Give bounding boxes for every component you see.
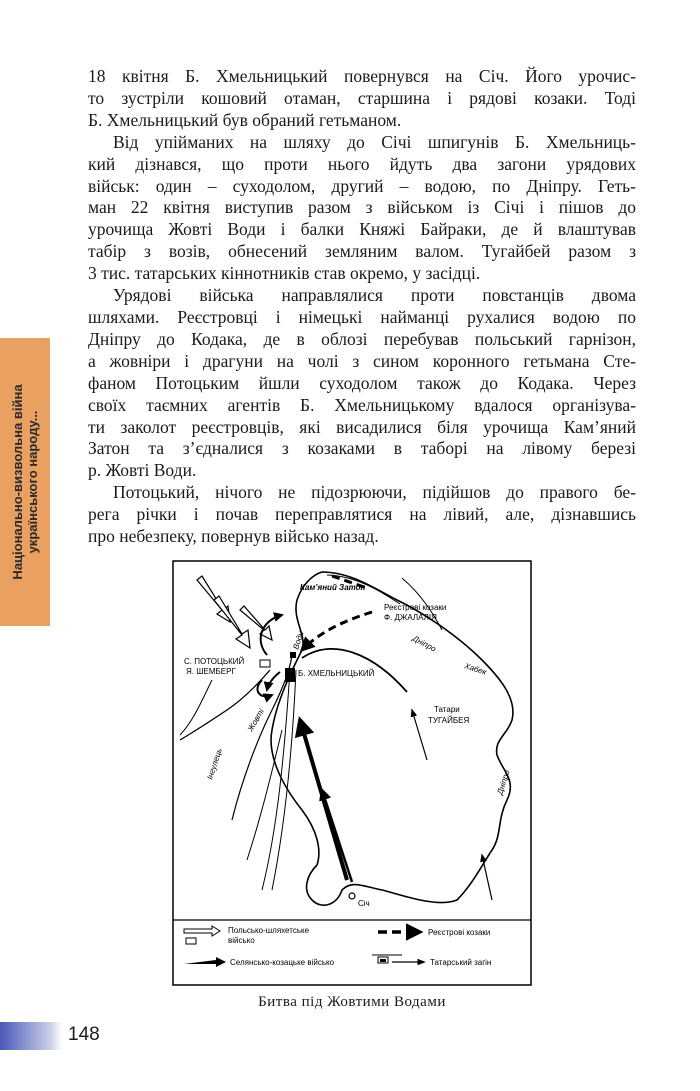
page-number: 148	[68, 1024, 100, 1045]
battle-map	[172, 560, 532, 986]
map-caption: Битва під Жовтими Водами	[258, 994, 446, 1010]
text-line: Затон та з’єдналися з козаками в таборі на лівому березі	[88, 438, 636, 459]
text-line: Потоцький, нічого не підозрюючи, підійшов до правого бе-	[113, 482, 636, 503]
text-line: фаном Потоцьким йшли суходолом також до Кодака. Через	[88, 372, 636, 393]
legend-polish-army-2: військо	[228, 936, 255, 945]
text-line: а жовніри і драгуни на чолі з сином коронного гетьмана Сте-	[88, 350, 636, 371]
text-line: військ: один – суходолом, другий – водою, по Дніпру. Геть-	[88, 175, 636, 196]
label-inhulets: Інгулець	[205, 747, 224, 781]
label-sich: Січ	[358, 899, 370, 908]
label-khmelnytsky: Б. ХМЕЛЬНИЦЬКИЙ	[298, 669, 375, 678]
legend-tatar-detachment: Татарський загін	[430, 958, 492, 967]
text-line: своїх таємних агентів Б. Хмельницькому вдалося організува-	[88, 394, 636, 415]
paragraph-3	[88, 285, 636, 482]
map-frame	[173, 561, 531, 985]
text-line: Б. Хмельницький був обраний гетьманом.	[88, 109, 402, 130]
text-line: 3 тис. татарських кіннотників став окремо, у засідці.	[88, 263, 481, 284]
label-registered-cossacks: Реєстрові козаки	[384, 603, 447, 612]
body-text	[88, 66, 636, 548]
label-vody: Води	[291, 630, 306, 651]
text-line: 18 квітня Б. Хмельницький повернувся на Січ. Його урочис-	[88, 66, 636, 86]
label-kamyanyi-zaton: Кам’яний Затон	[300, 583, 366, 592]
text-line: ман 22 квітня виступив разом з військом із Січі і пішов до	[88, 197, 636, 218]
text-line: ти заколот реєстровців, які висадилися біля урочища Кам’яний	[88, 416, 636, 437]
page-number-bar	[0, 1022, 62, 1050]
label-shemberg: Я. ШЕМБЕРГ	[186, 667, 236, 676]
text-line: кий дізнався, що проти нього йдуть два загони урядових	[88, 153, 636, 174]
label-tatary: Татари	[434, 705, 460, 714]
label-potocky: С. ПОТОЦЬКИЙ	[184, 657, 245, 666]
paragraph-1	[88, 66, 636, 132]
chapter-side-title: Національно-визвольна війна українського народу...	[10, 384, 40, 580]
label-dnipro-top: Дніпро	[411, 633, 438, 654]
text-line: про небезпеку, повернув військо назад.	[88, 526, 379, 547]
legend-peasant-army: Селянсько-козацьке військо	[230, 958, 335, 967]
paragraph-2	[88, 132, 636, 285]
label-tugaybeya: ТУГАЙБЕЯ	[428, 716, 470, 725]
label-khovek: Хабек	[463, 661, 488, 677]
text-line: то зустріли кошовий отаман, старшина і рядові козаки. Тоді	[88, 87, 636, 108]
text-line: Дніпру до Кодака, де в облозі перебував польський гарнізон,	[88, 328, 636, 349]
label-zhovti: Жовті	[245, 707, 266, 733]
text-line: р. Жовті Води.	[88, 460, 197, 481]
label-dzhalalii: Ф. ДЖАЛАЛІЯ	[384, 613, 437, 622]
label-dnipro-right: Дніпро	[495, 768, 512, 796]
text-line: шляхами. Реєстровці і німецькі найманці рухалися водою по	[88, 306, 636, 327]
text-line: урочища Жовті Води і балки Княжі Байраки, де й влаштував	[88, 219, 636, 240]
text-line: Від упійманих на шляху до Січі шпигунів Б. Хмельниць-	[113, 131, 636, 152]
legend-polish-army: Польсько-шляхетське	[228, 926, 310, 935]
text-line: рега річки і почав переправлятися на лівий, але, дізнавшись	[88, 504, 636, 525]
text-line: Урядові війська направлялися проти повстанців двома	[113, 285, 636, 306]
khmelnytsky-camp	[285, 668, 295, 682]
legend-registered-cossacks: Реєстрові козаки	[428, 928, 491, 937]
text-line: табір з возів, обнесений земляним валом. Тугайбей разом з	[88, 241, 636, 262]
paragraph-4	[88, 482, 636, 548]
